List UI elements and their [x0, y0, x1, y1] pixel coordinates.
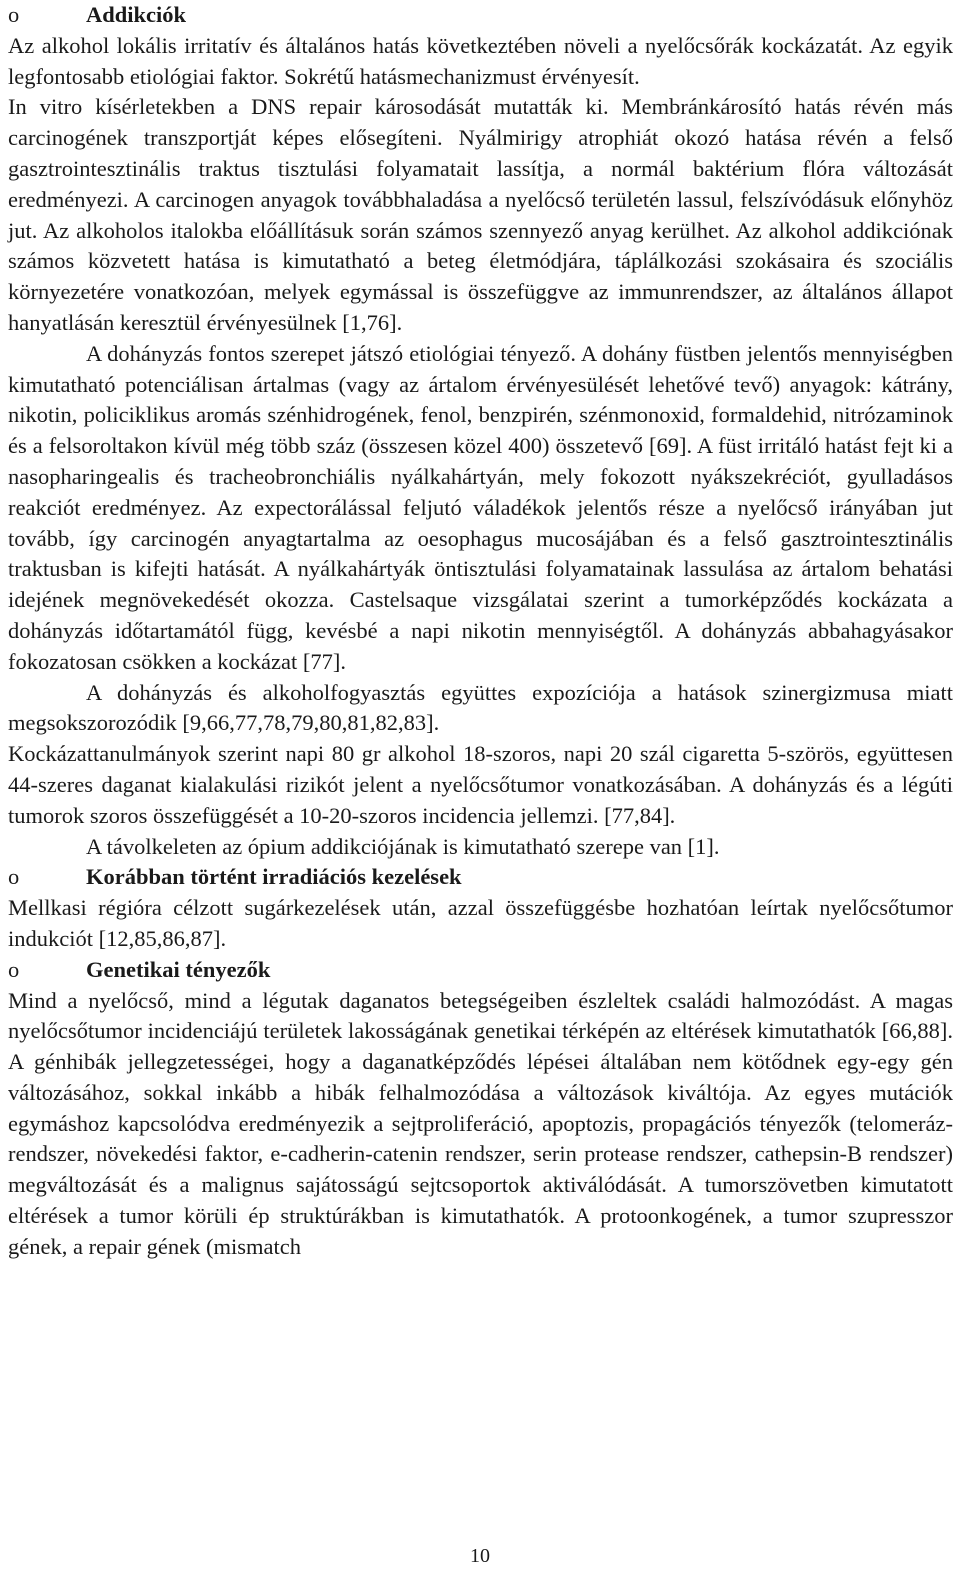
- paragraph: Az alkohol lokális irritatív és általános hatás következtében növeli a nyelőcsőrák kockázatát. Az egyik legfontosabb etiológiai faktor. Sokrétű hatásmechanizmust érvényesít.: [8, 32, 953, 89]
- bullet-marker: o: [8, 956, 20, 982]
- section-heading-addikciok: [8, 0, 953, 31]
- paragraph: In vitro kísérletekben a DNS repair károsodását mutatták ki. Membránkárosító hatás révén más carcinogének transzportját képes elősegíteni. Nyálmirigy atrophiát okozó hatása révén a felső gasztrointesztinális traktus tisztulási folyamatait lassítja, a normál baktérium flóra változását eredményezi. A carcinogen anyagok továbbhaladása a nyelőcső területén lassul, felszívódásuk előnyhöz jut. Az alkoholos italokba előállításuk során számos szennyező anyag kerülhet. Az alkohol addikciónak számos közvetett hatása is kimutatható a beteg életmódjára, táplálkozási szokásaira és szociális környezetére vonatkozóan, melyek egymással is összefüggve az immunrendszer, az általános állapot hanyatlásán keresztül érvényesülnek [1,76].: [8, 94, 953, 335]
- section-heading-irradiacio: [8, 862, 953, 893]
- paragraph: A dohányzás és alkoholfogyasztás együttes expozíciója a hatások szinergizmusa miatt megsokszorozódik [9,66,77,78,79,80,81,82,83].: [8, 679, 953, 736]
- paragraph: Mind a nyelőcső, mind a légutak daganatos betegségeiben észleltek családi halmozódást. A magas nyelőcsőtumor incidenciájú területek lakosságának genetikai térképén az eltérések kimutathatók [66,88]. A génhibák jellegzetességei, hogy a daganatképződés lépései általában nem kötődnek egy-egy gén változásához, sokkal inkább a hibák felhalmozódása a változások kiváltója. Az egyes mutációk egymáshoz kapcsolódva eredményezik a sejtproliferáció, apoptozis, propagációs tényezők (telomeráz-rendszer, növekedési faktor, e-cadherin-catenin rendszer, serin protease rendszer, cathepsin-B rendszer) megváltozását és a malignus sajátosságú sejtcsoportok aktiválódását. A tumorszövetben kimutatott eltérések a tumor körüli ép struktúrákban is kimutathatók. A protoonkogének, a tumor szupresszor gének, a repair gének (mismatch: [8, 987, 953, 1259]
- paragraph: A dohányzás fontos szerepet játszó etiológiai tényező. A dohány füstben jelentős mennyiségben kimutatható potenciálisan ártalmas (vagy az ártalom érvényesülését lehetővé tevő) anyagok: kátrány, nikotin, policiklikus aromás szénhidrogének, fenol, benzpirén, szénmonoxid, formaldehid, nitrózaminok és a felsoroltakon kívül még több száz (összesen közel 400) összetevő [69]. A füst irritáló hatást fejt ki a nasopharingealis és tracheobronchiális nyálkahártyán, mely fokozott nyákszekréciót, gyulladásos reakciót eredményez. Az expectorálással feljutó váladékok jelentős része a nyelőcső irányában jut tovább, így carcinogén anyagtartalma az oesophagus mucosájában és a felső gasztrointesztinális traktusban is kifejti hatását. A nyálkahártyák öntisztulási folyamatainak lassulása az ártalom behatási idejének megnövekedését okozza. Castelsaque vizsgálatai szerint a tumorképződés kockázata a dohányzás időtartamától függ, kevésbé a napi nikotin mennyiségtől. A dohányzás abbahagyásakor fokozatosan csökken a kockázat [77].: [8, 340, 953, 674]
- paragraph: Mellkasi régióra célzott sugárkezelések után, azzal összefüggésbe hozhatóan leírtak nyelőcsőtumor indukciót [12,85,86,87].: [8, 895, 953, 951]
- paragraph: A távolkeleten az ópium addikciójának is kimutatható szerepe van [1].: [86, 833, 720, 859]
- heading-text: Addikciók: [86, 2, 187, 27]
- paragraph: Kockázattanulmányok szerint napi 80 gr alkohol 18-szoros, napi 20 szál cigaretta 5-szörös, együttesen 44-szeres daganat kialakulási rizikót jelent a nyelőcsőtumor vonatkozásában. A dohányzás és a légúti tumorok szoros összefüggését a 10-20-szoros incidencia jellemzi. [77,84].: [8, 741, 953, 828]
- heading-text: Genetikai tényezők: [86, 956, 271, 982]
- bullet-marker: o: [8, 864, 20, 890]
- bullet-marker: o: [8, 2, 20, 27]
- heading-text: Korábban történt irradiációs kezelések: [86, 864, 462, 890]
- document-page: [8, 0, 953, 1263]
- page-number: 10: [470, 1545, 490, 1567]
- section-heading-genetikai: [8, 955, 953, 986]
